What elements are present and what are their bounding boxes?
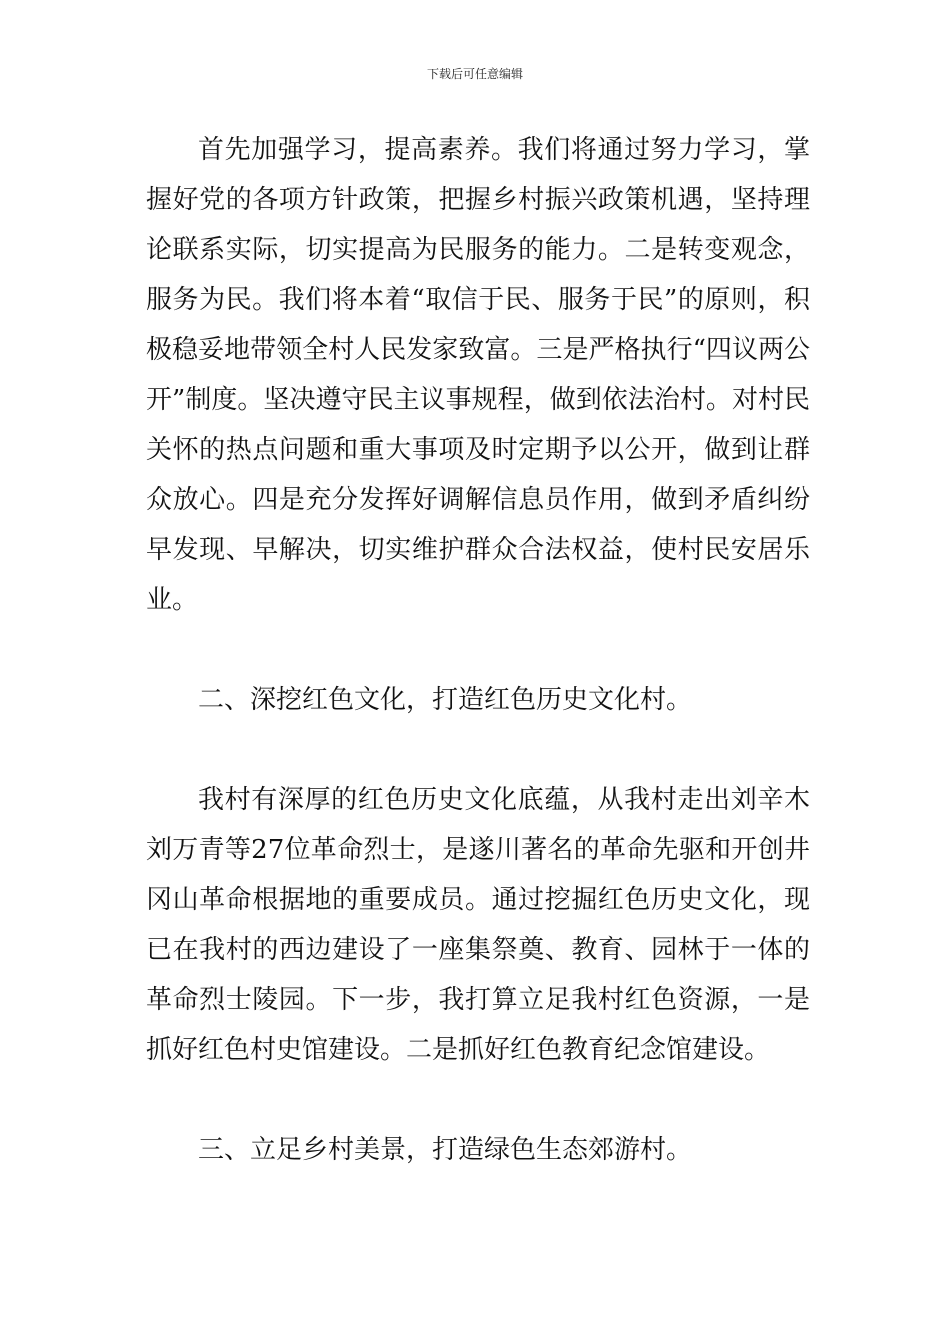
section-heading-red-culture: 二、深挖红色文化，打造红色历史文化村。 — [198, 685, 693, 715]
paragraph-red-history: 我村有深厚的红色历史文化底蕴，从我村走出刘辛木刘万青等27位革命烈士，是遂川著名的革命先驱和开创井冈山革命根据地的重要成员。通过挖掘红色历史文化，现已在我村的西边建设了一座集祭奠、教育、园林于一体的革命烈士陵园。下一步，我打算立足我村红色资源，一是抓好红色村史馆建设。二是抓好红色教育纪念馆建设。 — [146, 785, 810, 1065]
section-heading-green-ecology: 三、立足乡村美景，打造绿色生态郊游村。 — [198, 1135, 693, 1165]
paragraph-spacer — [146, 1075, 810, 1125]
document-body — [146, 125, 810, 1175]
paragraph-spacer — [146, 725, 810, 775]
page-header-note: 下载后可任意编辑 — [426, 67, 523, 81]
paragraph-spacer — [146, 625, 810, 675]
paragraph-study-and-service: 首先加强学习，提高素养。我们将通过努力学习，掌握好党的各项方针政策，把握乡村振兴政策机遇，坚持理论联系实际，切实提高为民服务的能力。二是转变观念，服务为民。我们将本着“取信于民、服务于民”的原则，积极稳妥地带领全村人民发家致富。三是严格执行“四议两公开”制度。坚决遵守民主议事规程，做到依法治村。对村民关怀的热点问题和重大事项及时定期予以公开，做到让群众放心。四是充分发挥好调解信息员作用，做到矛盾纠纷早发现、早解决，切实维护群众合法权益，使村民安居乐业。 — [146, 135, 810, 615]
